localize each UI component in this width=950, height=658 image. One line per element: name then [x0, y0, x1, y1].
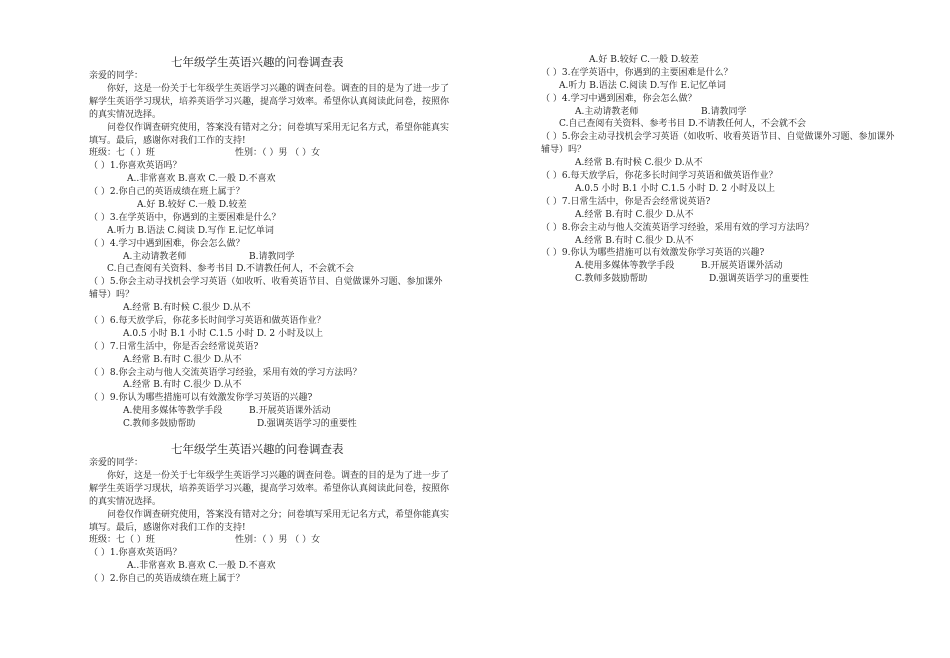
class-label: 班级：七（ ）班 — [89, 148, 155, 159]
question-2: （ ）2.你自己的英语成绩在班上属于？ — [89, 187, 245, 198]
question-9-option-b: B.开展英语课外活动 — [249, 406, 331, 417]
survey-title: 七年级学生英语兴趣的问卷调查表 — [171, 55, 344, 69]
r-question-4-option-b: B.请教同学 — [701, 106, 747, 117]
question-5: （ ）5.你会主动寻找机会学习英语（如收听、收看英语节目、自觉做课外习题、参加课外辅导）吗？ — [89, 277, 443, 301]
intro-paragraph: 你好，这是一份关于七年级学生英语学习兴趣的调查问卷。调查的目的是为了进一步了解学生英语学习现状，培养英语学习兴趣，提高学习效率。希望你认真阅读此问卷，按照你的真实情况选择。 — [89, 83, 450, 120]
question-1-options-second: A..非常喜欢 B.喜欢 C.一般 D.不喜欢 — [127, 561, 276, 572]
question-9-options-ab — [89, 405, 451, 418]
question-9-option-a: A.使用多媒体等教学手段 — [123, 406, 223, 417]
question-9: （ ）9.你认为哪些措施可以有效激发你学习英语的兴趣? — [89, 393, 313, 404]
r-question-4-options-cd: C.自己查阅有关资料、参考书目 D.不请教任何人，不会就不会 — [559, 119, 807, 130]
question-4-options-ab — [89, 251, 451, 264]
r-question-8-options: A.经常 B.有时 C.很少 D.从不 — [575, 235, 694, 246]
r-question-9-options-ab — [541, 260, 903, 273]
r-question-6: （ ）6.每天放学后，你花多长时间学习英语和做英语作业？ — [541, 171, 778, 182]
question-8-options: A.经常 B.有时 C.很少 D.从不 — [123, 380, 242, 391]
question-4: （ ）4.学习中遇到困难，你会怎么做？ — [89, 238, 245, 249]
r-question-7: （ ）7.日常生活中，你是否会经常说英语? — [541, 196, 711, 207]
r-question-9-options-cd — [541, 273, 903, 286]
r-question-9-option-b: B.开展英语课外活动 — [701, 261, 783, 272]
r-question-5-options: A.经常 B.有时候 C.很少 D.从不 — [575, 158, 703, 169]
r-question-7-options: A.经常 B.有时 C.很少 D.从不 — [575, 209, 694, 220]
question-6: （ ）6.每天放学后，你花多长时间学习英语和做英语作业？ — [89, 316, 326, 327]
question-8: （ ）8.你会主动与他人交流英语学习经验，采用有效的学习方法吗？ — [89, 367, 362, 378]
question-3-options: A.听力 B.语法 C.阅读 D.写作 E.记忆单词 — [107, 225, 274, 236]
greeting: 亲爱的同学： — [89, 71, 144, 81]
question-6-options: A.0.5 小时 B.1 小时 C.1.5 小时 D. 2 小时及以上 — [123, 328, 323, 339]
instructions-paragraph-2: 问卷仅作调查研究使用，答案没有错对之分；问卷填写采用无记名方式，希望你能真实填写。最后，感谢你对我们工作的支持! — [89, 509, 450, 533]
question-1: （ ）1.你喜欢英语吗？ — [89, 161, 182, 172]
r-question-8: （ ）8.你会主动与他人交流英语学习经验，采用有效的学习方法吗？ — [541, 222, 814, 233]
r-question-9: （ ）9.你认为哪些措施可以有效激发你学习英语的兴趣? — [541, 248, 765, 259]
gender-label-2: 性别：（ ）男 （ ）女 — [235, 535, 321, 546]
instructions-paragraph: 问卷仅作调查研究使用，答案没有错对之分；问卷填写采用无记名方式，希望你能真实填写。最后，感谢你对我们工作的支持! — [89, 122, 450, 146]
question-9-option-c: C.教师多鼓励帮助 — [123, 419, 196, 430]
question-4-option-a: A.主动请教老师 — [123, 251, 187, 262]
question-1-second: （ ）1.你喜欢英语吗？ — [89, 548, 182, 559]
r-question-3-options: A.听力 B.语法 C.阅读 D.写作 E.记忆单词 — [559, 80, 726, 91]
class-label-2: 班级：七（ ）班 — [89, 535, 155, 546]
r-question-6-options: A.0.5 小时 B.1 小时 C.1.5 小时 D. 2 小时及以上 — [575, 183, 775, 194]
r-question-4-options-ab — [541, 106, 903, 119]
r-question-2-options: A.好 B.较好 C.一般 D.较差 — [589, 55, 699, 65]
question-3: （ ）3.在学英语中，你遇到的主要困难是什么？ — [89, 212, 281, 223]
r-question-3: （ ）3.在学英语中，你遇到的主要困难是什么？ — [541, 67, 733, 78]
left-column — [89, 54, 451, 586]
question-4-options-cd: C.自己查阅有关资料、参考书目 D.不请教任何人，不会就不会 — [107, 264, 355, 275]
r-question-9-option-d: D.强调英语学习的重要性 — [709, 274, 809, 285]
r-question-4-option-a: A.主动请教老师 — [575, 106, 639, 117]
r-question-9-option-c: C.教师多鼓励帮助 — [575, 274, 648, 285]
question-1-options: A..非常喜欢 B.喜欢 C.一般 D.不喜欢 — [127, 174, 276, 185]
r-question-5: （ ）5.你会主动寻找机会学习英语（如收听、收看英语节目、自觉做课外习题、参加课外辅导）吗？ — [541, 132, 895, 156]
class-gender-row-2 — [89, 534, 451, 547]
r-question-9-option-a: A.使用多媒体等教学手段 — [575, 261, 675, 272]
section-spacer — [89, 431, 451, 441]
survey-title-2: 七年级学生英语兴趣的问卷调查表 — [171, 442, 344, 457]
question-9-options-cd — [89, 418, 451, 431]
r-question-4: （ ）4.学习中遇到困难，你会怎么做？ — [541, 93, 697, 104]
question-5-options: A.经常 B.有时候 C.很少 D.从不 — [123, 303, 251, 314]
gender-label: 性别：（ ）男 （ ）女 — [235, 148, 321, 159]
question-7: （ ）7.日常生活中，你是否会经常说英语? — [89, 341, 259, 352]
greeting-2: 亲爱的同学： — [89, 458, 144, 469]
right-column — [541, 54, 903, 286]
question-2-options: A.好 B.较好 C.一般 D.较差 — [137, 199, 247, 210]
question-7-options: A.经常 B.有时 C.很少 D.从不 — [123, 354, 242, 365]
question-4-option-b: B.请教同学 — [249, 251, 295, 262]
question-2-second: （ ）2.你自己的英语成绩在班上属于？ — [89, 574, 245, 585]
intro-paragraph-2: 你好，这是一份关于七年级学生英语学习兴趣的调查问卷。调查的目的是为了进一步了解学生英语学习现状，培养英语学习兴趣，提高学习效率。希望你认真阅读此问卷，按照你的真实情况选择。 — [89, 470, 450, 507]
class-gender-row — [89, 147, 451, 160]
question-9-option-d: D.强调英语学习的重要性 — [257, 419, 357, 430]
